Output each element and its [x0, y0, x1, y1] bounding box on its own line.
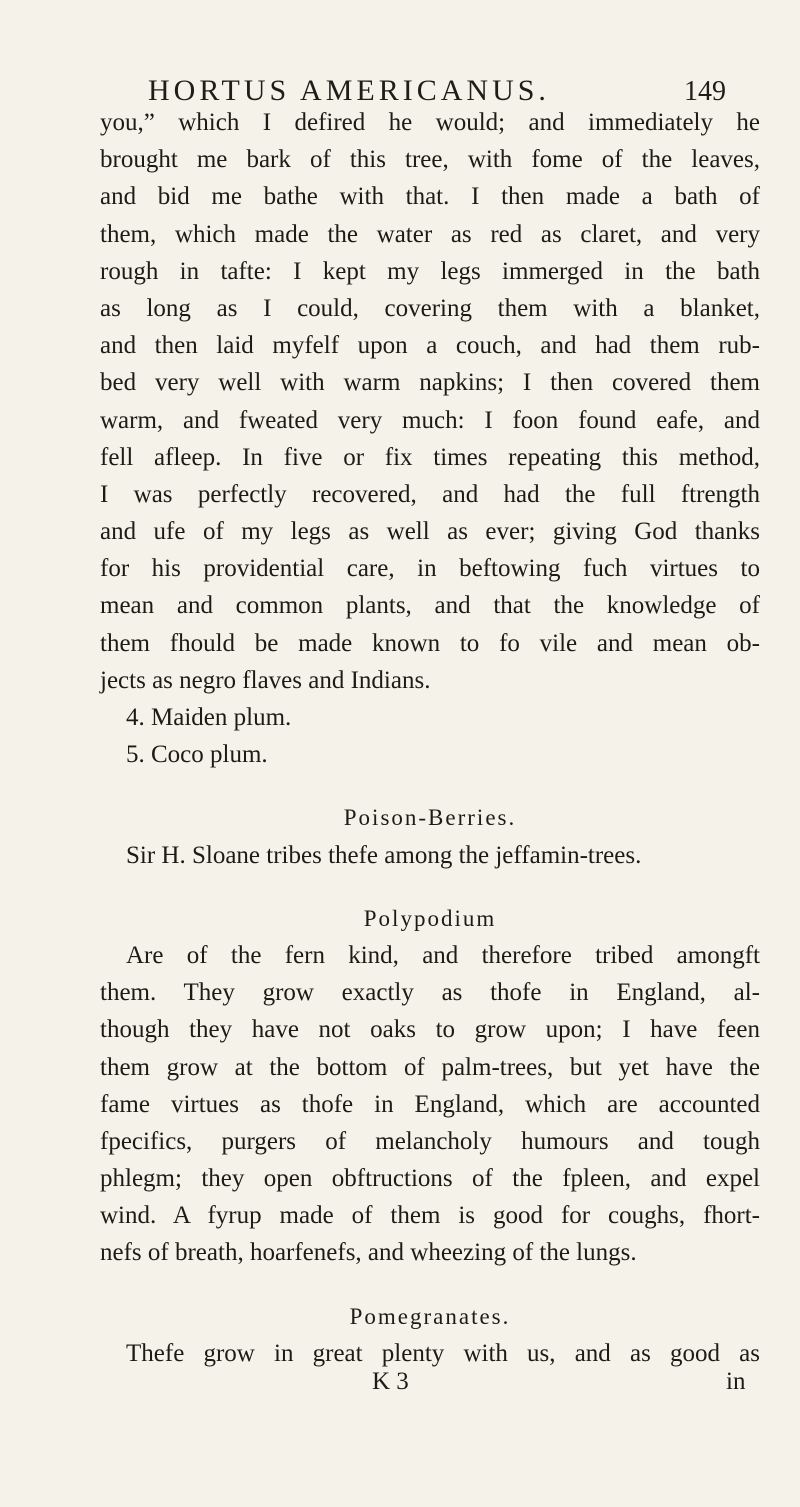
text-line: fame virtues as thofe in England, which are accounted	[100, 1090, 760, 1118]
text-line: wind. A fyrup made of them is good for coughs, fhort-	[100, 1202, 760, 1230]
list-item: 4. Maiden plum.	[126, 704, 292, 731]
text-line: though they have not oaks to grow upon; I have feen	[100, 1016, 760, 1044]
catchword: in	[726, 1368, 746, 1395]
text-line: as long as I could, covering them with a blanket,	[100, 294, 760, 322]
text-line: and bid me bathe with that. I then made a bath of	[100, 183, 760, 211]
text-line: Are of the fern kind, and therefore tribed amongft	[126, 941, 760, 969]
spacer	[100, 1272, 760, 1298]
text-line: Thefe grow in great plenty with us, and as good as	[126, 1339, 760, 1367]
running-title: HORTUS AMERICANUS.	[148, 74, 550, 107]
page-footer	[100, 1368, 760, 1405]
page-number: 149	[684, 76, 726, 107]
text-line: for his providential care, in beftowing fuch virtues to	[100, 555, 760, 583]
text-line: rough in tafte: I kept my legs immerged in the bath	[100, 257, 760, 285]
text-line: them. They grow exactly as thofe in England, al-	[100, 979, 760, 1007]
text-line: you,” which I defired he would; and immediately he	[100, 109, 760, 136]
section-heading: Polypodium	[363, 905, 497, 931]
numbered-list	[100, 699, 760, 773]
spacer	[100, 773, 760, 799]
text-line: I was perfectly recovered, and had the full ftrength	[100, 480, 760, 508]
text-line: and then laid myfelf upon a couch, and had them rub-	[100, 332, 760, 360]
text-line: bed very well with warm napkins; I then covered them	[100, 369, 760, 397]
text-line: fpecifics, purgers of melancholy humours and tough	[100, 1127, 760, 1155]
signature-mark: K 3	[372, 1368, 409, 1395]
section-poison-berries	[100, 799, 760, 873]
text-line: mean and common plants, and that the knowledge of	[100, 592, 760, 620]
list-item: 5. Coco plum.	[126, 741, 268, 769]
text-line: Sir H. Sloane tribes thefe among the jeffamin-trees.	[126, 841, 642, 869]
main-text	[100, 104, 760, 1372]
section-heading: Pomegranates.	[349, 1303, 511, 1329]
text-line: and ufe of my legs as well as ever; giving God thanks	[100, 518, 760, 546]
section-pomegranates	[100, 1298, 760, 1372]
text-line: brought me bark of this tree, with fome of the leaves,	[100, 146, 760, 174]
text-line: warm, and fweated very much: I foon found eafe, and	[100, 406, 760, 434]
text-line: fell afleep. In five or fix times repeating this method,	[100, 443, 760, 471]
text-line: jects as negro flaves and Indians.	[100, 666, 431, 694]
text-line: phlegm; they open obftructions of the fpleen, and expel	[100, 1165, 760, 1193]
section-polypodium	[100, 900, 760, 1272]
section-heading: Poison-Berries.	[343, 805, 517, 831]
text-line: nefs of breath, hoarfenefs, and wheezing of the lungs.	[100, 1239, 637, 1267]
text-line: them grow at the bottom of palm-trees, but yet have the	[100, 1053, 760, 1081]
text-line: them, which made the water as red as claret, and very	[100, 220, 760, 248]
spacer	[100, 874, 760, 900]
paragraph-continued	[100, 104, 760, 699]
text-line: them fhould be made known to fo vile and mean ob-	[100, 629, 760, 657]
